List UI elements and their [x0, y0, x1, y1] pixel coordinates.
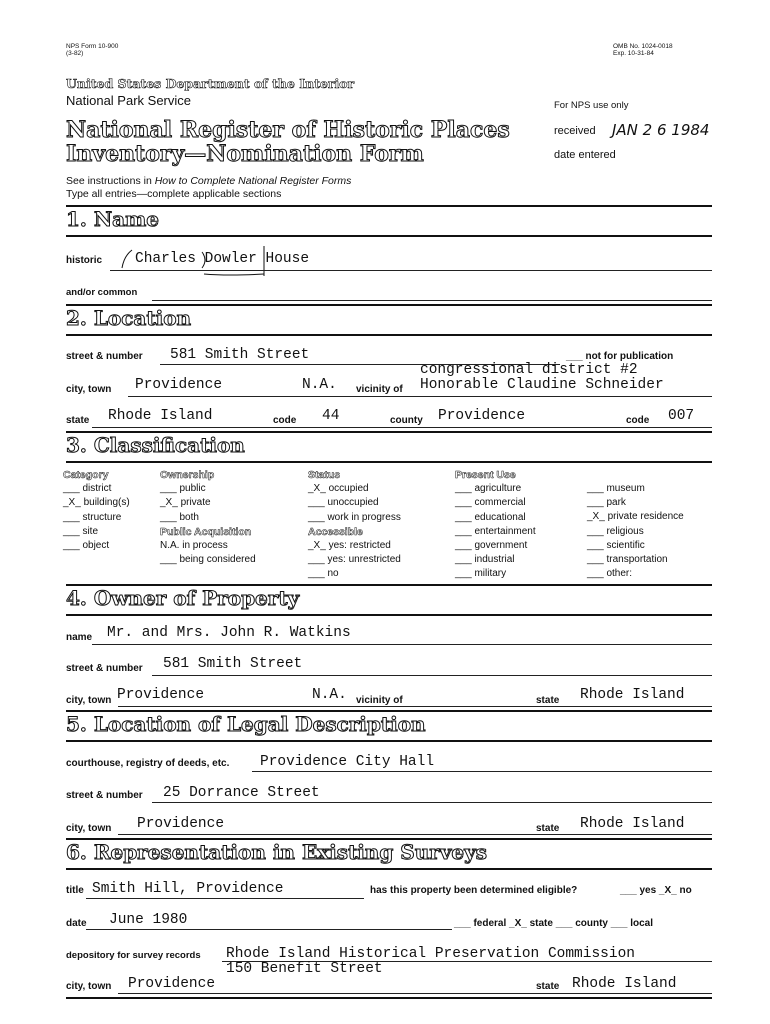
category-district[interactable]: ___ district [63, 483, 112, 495]
use-transportation[interactable]: ___ transportation [587, 554, 668, 566]
code-value: 44 [322, 408, 340, 424]
section-1-title: 1. Name [66, 207, 159, 231]
category-building[interactable]: _X_ building(s) [63, 497, 130, 509]
owner-street-label: street & number [66, 663, 143, 674]
instructions-line2: Type all entries—complete applicable sections [66, 188, 282, 200]
acquisition-header: Public Acquisition [160, 525, 252, 538]
status-header: Status [308, 469, 341, 481]
acquisition-in-process[interactable]: N.A. in process [160, 540, 228, 552]
street-value: 581 Smith Street [170, 347, 310, 363]
legal-street-label: street & number [66, 790, 143, 801]
use-scientific[interactable]: ___ scientific [587, 539, 645, 551]
instructions-line1: See instructions in How to Complete National Register Forms [66, 175, 352, 187]
expiration: Exp. 10-31-84 [613, 50, 654, 57]
legal-city-value: Providence [137, 816, 225, 832]
county-value: Providence [438, 408, 526, 424]
accessible-restricted[interactable]: _X_ yes: restricted [308, 540, 391, 552]
depository-label: depository for survey records [66, 950, 201, 961]
county-code-value: 007 [668, 408, 695, 424]
use-commercial[interactable]: ___ commercial [455, 497, 526, 509]
code-label: code [273, 415, 297, 426]
use-educational[interactable]: ___ educational [455, 511, 526, 523]
congressional-district: congressional district #2 [420, 362, 638, 378]
section-3-title: 3. Classification [66, 433, 245, 457]
status-occupied[interactable]: _X_ occupied [308, 483, 369, 495]
department-line: United States Department of the Interior [66, 76, 355, 91]
use-military[interactable]: ___ military [455, 568, 507, 580]
use-museum[interactable]: ___ museum [587, 483, 645, 494]
accessible-unrestricted[interactable]: ___ yes: unrestricted [308, 554, 401, 566]
form-date: (3-82) [66, 50, 84, 57]
present-use-column-1 [455, 468, 536, 582]
category-site[interactable]: ___ site [63, 525, 99, 537]
not-for-publication: ___ not for publication [566, 351, 674, 362]
use-government[interactable]: ___ government [455, 540, 528, 552]
legal-state-label: state [536, 823, 560, 834]
status-work-in-progress[interactable]: ___ work in progress [308, 511, 401, 523]
acquisition-being-considered[interactable]: ___ being considered [160, 554, 256, 566]
congress-representative: Honorable Claudine Schneider [420, 377, 664, 393]
present-use-header: Present Use [455, 469, 516, 481]
owner-state-value: Rhode Island [580, 687, 685, 703]
owner-state-label: state [536, 695, 560, 706]
survey-date-label: date [66, 918, 87, 929]
ownership-column [160, 468, 256, 567]
vicinity-label: vicinity of [356, 384, 403, 395]
owner-street-value: 581 Smith Street [163, 656, 303, 672]
owner-city-label: city, town [66, 695, 112, 706]
section-4-title: 4. Owner of Property [66, 586, 300, 610]
historic-value: Charles Dowler House [135, 251, 310, 267]
category-structure[interactable]: ___ structure [63, 511, 122, 523]
owner-vicinity-value: N.A. [312, 687, 347, 703]
section-2-title: 2. Location [66, 306, 192, 330]
use-industrial[interactable]: ___ industrial [455, 554, 515, 566]
form-number: NPS Form 10-900 [66, 43, 119, 50]
state-label: state [66, 415, 90, 426]
survey-state-value: Rhode Island [572, 976, 677, 992]
owner-name-label: name [66, 632, 93, 643]
common-label: and/or common [66, 287, 138, 298]
accessible-header: Accessible [308, 525, 363, 538]
courthouse-label: courthouse, registry of deeds, etc. [66, 758, 230, 769]
eligible-question: has this property been determined eligible? [370, 885, 578, 896]
survey-levels[interactable]: ___ federal _X_ state ___ county ___ local [454, 918, 653, 929]
present-use-column-2 [587, 482, 684, 581]
city-value: Providence [135, 377, 223, 393]
legal-city-label: city, town [66, 823, 112, 834]
form-title-line1: National Register of Historic Places [66, 117, 510, 143]
county-label: county [390, 415, 423, 426]
status-column [308, 468, 401, 582]
category-object[interactable]: ___ object [63, 540, 110, 552]
city-label: city, town [66, 384, 112, 395]
survey-title-label: title [66, 885, 84, 896]
survey-state-label: state [536, 981, 560, 992]
ownership-both[interactable]: ___ both [160, 511, 199, 523]
owner-vicinity-label: vicinity of [356, 695, 403, 706]
depository-address: 150 Benefit Street [226, 961, 383, 977]
street-label: street & number [66, 351, 143, 362]
state-value: Rhode Island [108, 408, 213, 424]
use-religious[interactable]: ___ religious [587, 525, 644, 537]
historic-name-annotation [118, 246, 278, 282]
use-entertainment[interactable]: ___ entertainment [455, 525, 536, 537]
date-entered-label: date entered [554, 149, 616, 161]
depository-value: Rhode Island Historical Preservation Commission [226, 946, 635, 962]
courthouse-value: Providence City Hall [260, 754, 435, 770]
owner-city-value: Providence [117, 687, 205, 703]
ownership-header: Ownership [160, 469, 215, 481]
received-label: received [554, 125, 596, 137]
ownership-private[interactable]: _X_ private [160, 497, 211, 509]
category-header: Category [63, 469, 109, 481]
survey-city-label: city, town [66, 981, 112, 992]
survey-title-value: Smith Hill, Providence [92, 881, 284, 897]
use-private-residence[interactable]: _X_ private residence [587, 511, 684, 523]
section-5-title: 5. Location of Legal Description [66, 712, 426, 736]
received-stamp: JAN 2 6 1984 [612, 121, 710, 139]
legal-state-value: Rhode Island [580, 816, 685, 832]
nps-use-only: For NPS use only [554, 100, 629, 111]
vicinity-value: N.A. [302, 377, 337, 393]
owner-name-value: Mr. and Mrs. John R. Watkins [107, 625, 351, 641]
survey-date-value: June 1980 [109, 912, 188, 928]
omb-number: OMB No. 1024-0018 [613, 43, 673, 50]
form-title-line2: Inventory—Nomination Form [66, 141, 424, 167]
use-agriculture[interactable]: ___ agriculture [455, 483, 522, 495]
county-code-label: code [626, 415, 650, 426]
legal-street-value: 25 Dorrance Street [163, 785, 320, 801]
agency-line: National Park Service [66, 93, 191, 108]
accessible-no[interactable]: ___ no [308, 568, 339, 580]
eligible-answer[interactable]: ___ yes _X_ no [620, 885, 692, 896]
ownership-public[interactable]: ___ public [160, 483, 206, 495]
survey-city-value: Providence [128, 976, 216, 992]
use-park[interactable]: ___ park [587, 497, 626, 509]
historic-label: historic [66, 255, 103, 266]
status-unoccupied[interactable]: ___ unoccupied [308, 497, 379, 509]
section-6-title: 6. Representation in Existing Surveys [66, 840, 488, 864]
category-column [63, 468, 130, 553]
use-other[interactable]: ___ other: [587, 568, 633, 580]
